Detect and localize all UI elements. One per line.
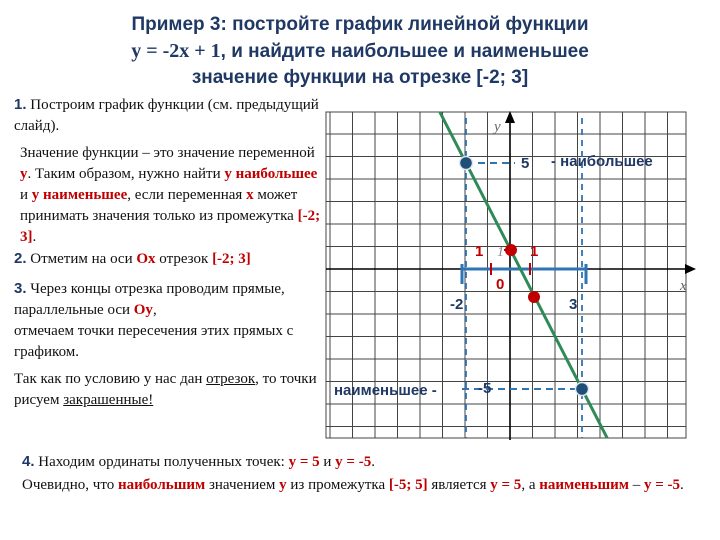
text-span: . [680, 477, 684, 493]
var-y: у [279, 477, 287, 493]
text-span: . [371, 454, 375, 470]
text-span: , а [521, 477, 540, 493]
text-span: , если переменная [127, 187, 247, 203]
text-span: и [319, 454, 336, 470]
min-point [576, 383, 589, 396]
text-span: значением [205, 477, 280, 493]
y-axis-arrow [505, 111, 515, 123]
range: [-5; 5] [388, 477, 428, 493]
text-span: Отметим на оси [26, 251, 137, 267]
text-span: – [629, 477, 644, 493]
title-line-1: Пример 3: постройте график линейной функции [131, 14, 589, 35]
underlined-term: отрезок [206, 371, 256, 387]
final-conclusion [22, 474, 712, 497]
label-neg-two: -2 [450, 296, 464, 313]
label-one-right: 1 [530, 243, 539, 260]
x-axis-label: х [680, 278, 687, 294]
min-value: у = -5 [644, 477, 681, 493]
text-span: может принимать значения только из промежутка [20, 187, 298, 224]
label-zero: 0 [496, 276, 505, 293]
y-intercept-point [505, 244, 517, 256]
y-min-term: у наименьшее [31, 187, 128, 203]
title-line-2-rest: , и найдите наибольшее и наименьшее [220, 41, 589, 62]
term-min: наименьшим [539, 477, 629, 493]
text-span: Так как по условию у нас дан [14, 371, 207, 387]
text-span: отрезок [155, 251, 213, 267]
extra-point [528, 291, 540, 303]
step-1-number: 1. [14, 96, 27, 113]
axis-oy: Оу [133, 302, 153, 318]
label-min: наименьшее - [334, 382, 437, 399]
function-line [432, 96, 616, 454]
text-span: . [32, 229, 37, 245]
text-span: Очевидно, что [22, 477, 118, 493]
step-3-number: 3. [14, 280, 27, 297]
max-value: у = 5 [490, 477, 522, 493]
label-five: 5 [521, 155, 530, 172]
value-y5: у = 5 [288, 454, 320, 470]
text-span: , [152, 302, 157, 318]
title-line-3: значение функции на отрезке [-2; 3] [191, 67, 529, 88]
step-1-text: Построим график функции (см. предыдущий слайд). [14, 97, 319, 134]
interval: [-2; 3] [20, 208, 321, 245]
value-y-neg5: у = -5 [335, 454, 372, 470]
text-span: Через концы отрезка проводим прямые, параллельные оси [14, 281, 285, 318]
text-span: . Таким образом, нужно найти [27, 166, 225, 182]
y-axis-label: у [494, 119, 501, 135]
y-max-term: у наибольшее [224, 166, 318, 182]
label-three: 3 [569, 296, 578, 313]
axis-ox: Ох [136, 251, 156, 267]
step-3-continued: отмечаем точки пересечения этих прямых с графиком. [14, 323, 294, 360]
max-point [460, 157, 473, 170]
x-axis-arrow [685, 264, 696, 274]
label-neg-five: -5 [478, 380, 492, 397]
text-span: Находим ординаты полученных точек: [34, 454, 289, 470]
var-y: у [20, 166, 28, 182]
title-formula: y = -2x + 1 [131, 40, 221, 62]
text-span: , то точки рисуем [14, 371, 317, 408]
text-span: из промежутка [286, 477, 389, 493]
step-4 [22, 450, 712, 474]
step-4-number: 4. [22, 453, 35, 470]
step-2-number: 2. [14, 250, 27, 267]
term-max: наибольшим [117, 477, 206, 493]
text-span: Значение функции – это значение переменной [20, 145, 315, 161]
text-span: является [427, 477, 491, 493]
label-one-axis: 1 [497, 245, 504, 260]
interval: [-2; 3] [212, 251, 251, 267]
text-span: и [20, 187, 32, 203]
label-one-left: 1 [475, 243, 484, 260]
label-max: - наибольшее [551, 153, 653, 170]
var-x: х [246, 187, 254, 203]
conclusion [22, 450, 712, 497]
underlined-term: закрашенные! [63, 392, 154, 408]
